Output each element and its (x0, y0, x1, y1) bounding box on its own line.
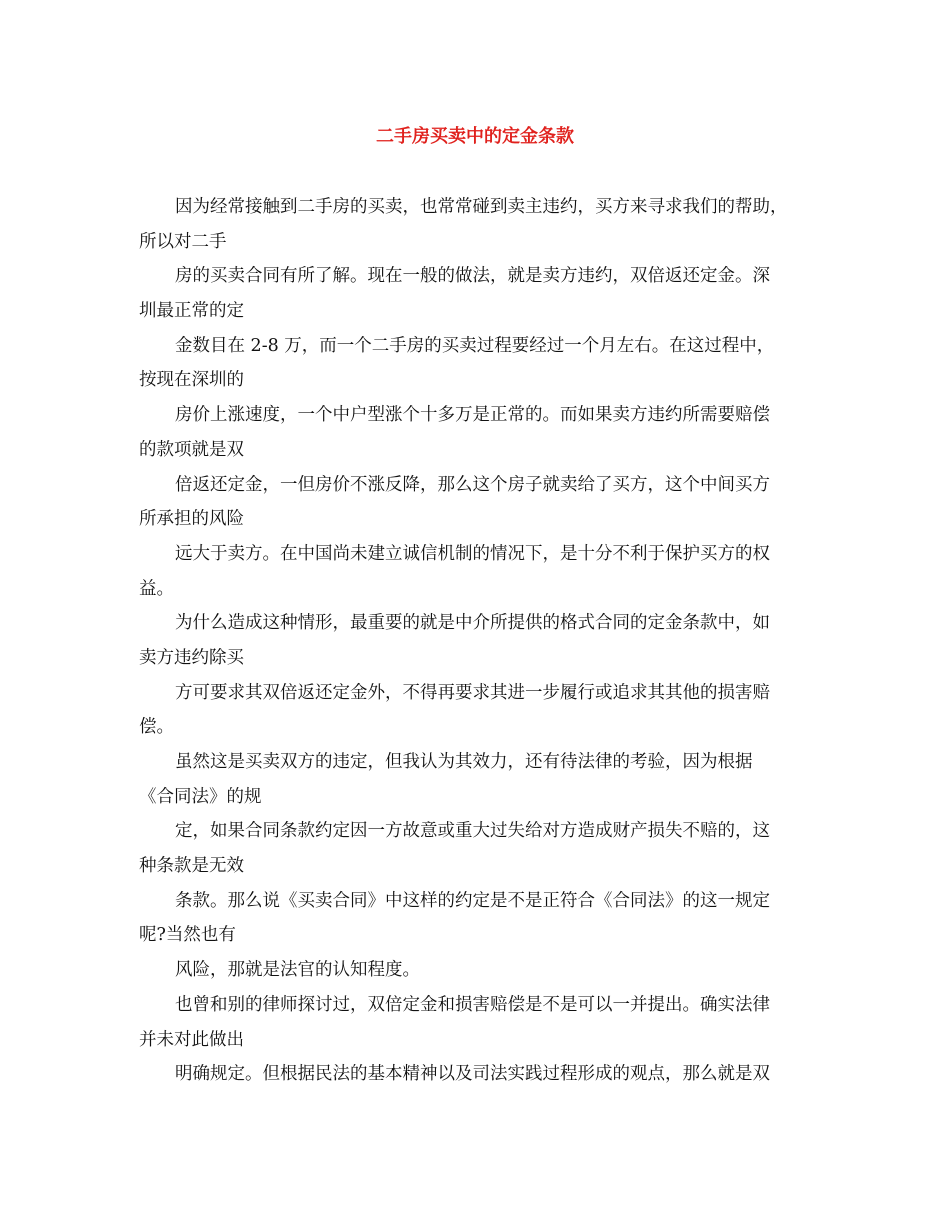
body-line: 虽然这是买卖双方的违定，但我认为其效力，还有待法律的考验，因为根据 (175, 752, 753, 772)
body-line: 按现在深圳的 (139, 370, 244, 391)
body-line: 圳最正常的定 (139, 301, 244, 322)
body-line: 所以对二手 (139, 231, 227, 252)
body-line: 的款项就是双 (139, 439, 244, 460)
body-line: 为什么造成这种情形，最重要的就是中介所提供的格式合同的定金条款中，如 (175, 613, 770, 634)
body-line: 金数目在 2-8 万，而一个二手房的买卖过程要经过一个月左右。在这过程中， (175, 335, 775, 356)
body-line: 房价上涨速度，一个中户型涨个十多万是正常的。而如果卖方违约所需要赔偿 (175, 405, 770, 426)
body-line: 偿。 (139, 717, 174, 738)
document-title: 二手房买卖中的定金条款 (376, 126, 574, 147)
body-line: 呢?当然也有 (139, 925, 236, 946)
body-line: 条款。那么说《买卖合同》中这样的约定是不是正符合《合同法》的这一规定 (175, 890, 770, 911)
body-line: 方可要求其双倍返还定金外，不得再要求其进一步履行或追求其其他的损害赔 (175, 682, 770, 703)
body-line: 倍返还定金，一但房价不涨反降，那么这个房子就卖给了买方，这个中间买方 (175, 474, 770, 495)
document-body (139, 190, 829, 1092)
body-line: 也曾和别的律师探讨过，双倍定金和损害赔偿是不是可以一并提出。确实法律 (175, 994, 770, 1015)
body-line: 所承担的风险 (139, 509, 244, 530)
body-line: 并未对此做出 (139, 1029, 244, 1050)
body-line: 定，如果合同条款约定因一方故意或重大过失给对方造成财产损失不赔的，这 (175, 821, 770, 842)
body-line: 因为经常接触到二手房的买卖，也常常碰到卖主违约，买方来寻求我们的帮助， (175, 197, 788, 217)
body-line: 房的买卖合同有所了解。现在一般的做法，就是卖方违约，双倍返还定金。深 (175, 266, 770, 287)
body-line: 《合同法》的规 (139, 786, 262, 807)
body-line: 益。 (139, 578, 174, 599)
body-line: 远大于卖方。在中国尚未建立诚信机制的情况下，是十分不利于保护买方的权 (175, 543, 770, 564)
body-line: 卖方违约除买 (139, 647, 244, 668)
body-line: 明确规定。但根据民法的基本精神以及司法实践过程形成的观点，那么就是双 (175, 1064, 770, 1085)
body-line: 风险，那就是法官的认知程度。 (175, 960, 420, 981)
body-line: 种条款是无效 (139, 856, 244, 877)
